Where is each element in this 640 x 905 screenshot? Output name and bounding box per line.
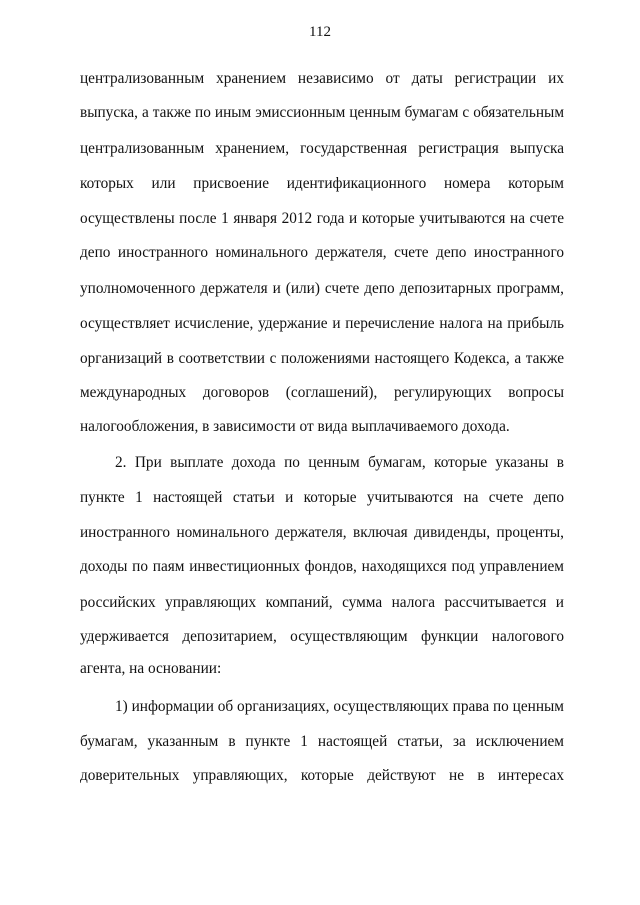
text-line: уполномоченного держателя и (или) счете депо депозитарных программ, (80, 280, 564, 297)
text-line: централизованным хранением, государственная регистрация выпуска (80, 140, 564, 157)
text-line: удерживается депозитарием, осуществляющим функции налогового (80, 628, 564, 645)
text-line: выпуска, а также по иным эмиссионным ценным бумагам с обязательным (80, 104, 564, 121)
text-line: доверительных управляющих, которые действуют не в интересах (80, 767, 564, 784)
text-line: которых или присвоение идентификационного номера которым (80, 175, 564, 192)
text-line: налогообложения, в зависимости от вида выплачиваемого дохода. (80, 418, 510, 435)
text-line: осуществлены после 1 января 2012 года и которые учитываются на счете (80, 210, 564, 227)
text-line: иностранного номинального держателя, включая дивиденды, проценты, (80, 524, 564, 541)
text-line: российских управляющих компаний, сумма налога рассчитывается и (80, 594, 564, 611)
text-line: депо иностранного номинального держателя, счете депо иностранного (80, 244, 564, 261)
text-line: осуществляет исчисление, удержание и перечисление налога на прибыль (80, 315, 564, 332)
text-line: 1) информации об организациях, осуществляющих права по ценным (115, 698, 564, 715)
page-number: 112 (309, 24, 331, 40)
text-line: бумагам, указанным в пункте 1 настоящей статьи, за исключением (80, 733, 564, 750)
text-line: пункте 1 настоящей статьи и которые учитываются на счете депо (80, 489, 564, 506)
text-line: агента, на основании: (80, 660, 222, 677)
text-line: доходы по паям инвестиционных фондов, находящихся под управлением (80, 558, 564, 575)
text-line: централизованным хранением независимо от даты регистрации их (80, 70, 564, 87)
text-line: организаций в соответствии с положениями настоящего Кодекса, а также (80, 350, 564, 367)
text-line: международных договоров (соглашений), регулирующих вопросы (80, 384, 564, 401)
text-line: 2. При выплате дохода по ценным бумагам, которые указаны в (115, 454, 564, 471)
